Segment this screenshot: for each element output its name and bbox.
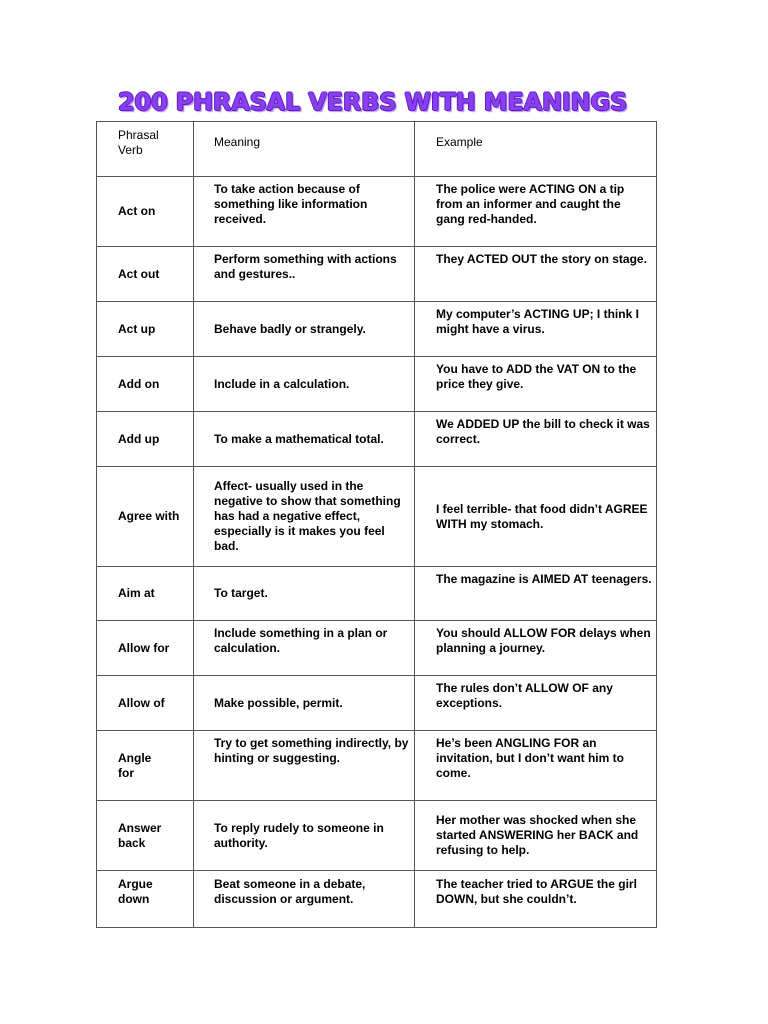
example-cell: He’s been ANGLING FOR an invitation, but I don’t want him to come. [415, 731, 657, 801]
example-cell: Her mother was shocked when she started ANSWERING her BACK and refusing to help. [415, 801, 657, 871]
page-title: 200 PHRASAL VERBS WITH MEANINGS [118, 88, 628, 116]
meaning-cell: To make a mathematical total. [194, 412, 415, 467]
table-row [97, 621, 657, 676]
header-meaning-label: Meaning [214, 135, 261, 149]
example-cell: My computer’s ACTING UP; I think I might have a virus. [415, 302, 657, 357]
verb-cell [97, 731, 194, 801]
verb-cell: Aim at [97, 567, 194, 621]
header-example [415, 122, 657, 177]
meaning-cell: Include something in a plan or calculation. [194, 621, 415, 676]
table-row [97, 302, 657, 357]
meaning-cell: Behave badly or strangely. [194, 302, 415, 357]
example-cell: The teacher tried to ARGUE the girl DOWN, but she couldn’t. [415, 871, 657, 928]
verb-cell: Act on [97, 177, 194, 247]
verb-cell-label: Argue down [118, 877, 153, 906]
table-row [97, 177, 657, 247]
verb-cell: Add on [97, 357, 194, 412]
verb-cell [97, 871, 194, 928]
header-phrasal-verb-label: Phrasal Verb [118, 128, 159, 157]
header-example-label: Example [436, 135, 483, 149]
meaning-cell: Try to get something indirectly, by hinting or suggesting. [194, 731, 415, 801]
verb-cell: Allow of [97, 676, 194, 731]
meaning-cell: Perform something with actions and gestures.. [194, 247, 415, 302]
meaning-cell: Beat someone in a debate, discussion or argument. [194, 871, 415, 928]
table-row [97, 247, 657, 302]
table-row [97, 871, 657, 928]
verb-cell-label: Answer back [118, 820, 162, 850]
verb-cell [97, 801, 194, 871]
verb-cell: Add up [97, 412, 194, 467]
table-header-row [97, 122, 657, 177]
meaning-cell: To take action because of something like information received. [194, 177, 415, 247]
phrasal-verbs-table [96, 121, 657, 928]
example-cell: They ACTED OUT the story on stage. [415, 247, 657, 302]
header-phrasal-verb [97, 122, 194, 177]
verb-cell: Allow for [97, 621, 194, 676]
verb-cell-label: Angle for [118, 750, 152, 780]
meaning-cell: Affect- usually used in the negative to show that something has had a negative effect, especially is it makes you feel bad. [194, 467, 415, 567]
example-cell: I feel terrible- that food didn’t AGREE WITH my stomach. [415, 467, 657, 567]
example-cell: We ADDED UP the bill to check it was correct. [415, 412, 657, 467]
table-row [97, 467, 657, 567]
table-row [97, 567, 657, 621]
table-row [97, 731, 657, 801]
meaning-cell: Include in a calculation. [194, 357, 415, 412]
verb-cell: Act out [97, 247, 194, 302]
table-row [97, 676, 657, 731]
meaning-cell: To reply rudely to someone in authority. [194, 801, 415, 871]
verb-cell: Agree with [97, 467, 194, 567]
verb-cell: Act up [97, 302, 194, 357]
header-meaning [194, 122, 415, 177]
table-row [97, 412, 657, 467]
example-cell: The magazine is AIMED AT teenagers. [415, 567, 657, 621]
table-row [97, 357, 657, 412]
example-cell: The police were ACTING ON a tip from an informer and caught the gang red-handed. [415, 177, 657, 247]
example-cell: You have to ADD the VAT ON to the price they give. [415, 357, 657, 412]
table-row [97, 801, 657, 871]
example-cell: The rules don’t ALLOW OF any exceptions. [415, 676, 657, 731]
meaning-cell: To target. [194, 567, 415, 621]
example-cell: You should ALLOW FOR delays when planning a journey. [415, 621, 657, 676]
meaning-cell: Make possible, permit. [194, 676, 415, 731]
